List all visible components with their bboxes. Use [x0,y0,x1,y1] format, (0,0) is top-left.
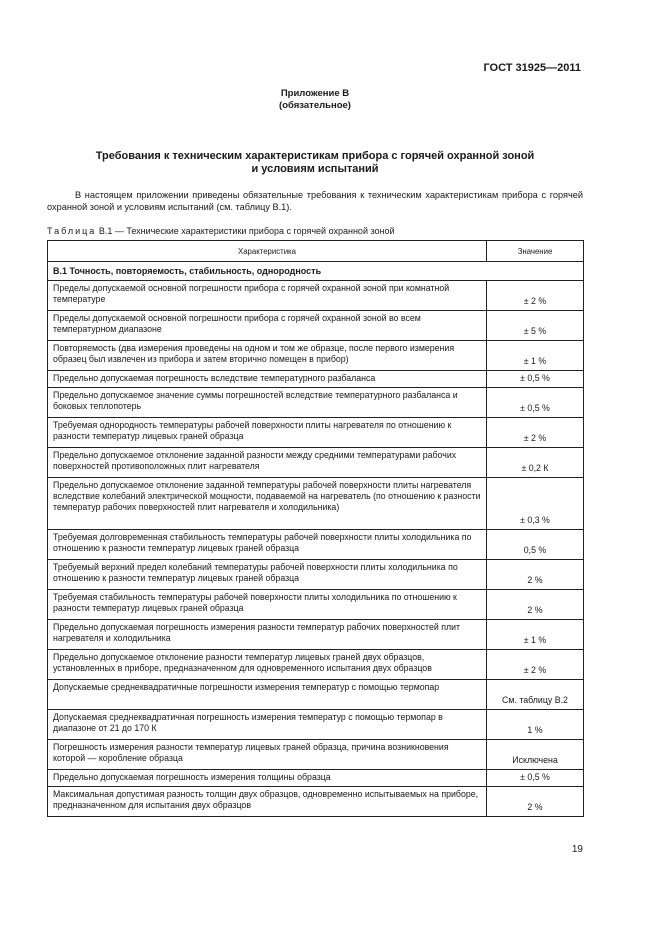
table-row [48,680,584,710]
section-heading [0,150,630,176]
page-number: 19 [571,844,583,855]
table-caption-text: В.1 — Технические характеристики прибора с горячей охранной зоной [98,226,395,236]
header-characteristic: Характеристика [48,241,487,262]
characteristic-cell: Требуемая долговременная стабильность температуры рабочей поверхности плиты холодильника по отношению к разности температур лицевых граней образца [48,530,487,560]
table-row [48,787,584,817]
intro-text: В настоящем приложении приведены обязательные требования к техническим характеристикам прибора с горячей охранной зоной и условиям испытаний (см. таблицу В.1). [47,190,583,212]
value-cell: Исключена [487,740,584,770]
value-cell: ± 0,5 % [487,388,584,418]
appendix-title [0,88,630,112]
header-value: Значение [487,241,584,262]
value-cell: ± 5 % [487,311,584,341]
characteristic-cell: Пределы допускаемой основной погрешности прибора с горячей охранной зоной при комнатной температуре [48,281,487,311]
table-row [48,341,584,371]
appendix-status: (обязательное) [279,100,351,111]
characteristic-cell: Требуемая однородность температуры рабочей поверхности плиты нагревателя по отношению к разности температур лицевых граней образца [48,418,487,448]
table-row [48,418,584,448]
value-cell: ± 1 % [487,341,584,371]
table-row [48,311,584,341]
characteristic-cell: Допускаемые среднеквадратичные погрешности измерения температур с помощью термопар [48,680,487,710]
table-row [48,710,584,740]
characteristic-cell: Допускаемая среднеквадратичная погрешность измерения температур с помощью термопар в диапазоне от 21 до 170 К [48,710,487,740]
value-cell: ± 2 % [487,650,584,680]
table-row [48,590,584,620]
intro-paragraph [47,189,583,213]
value-cell: 2 % [487,787,584,817]
value-cell: ± 0,5 % [487,371,584,388]
characteristic-cell: Максимальная допустимая разность толщин двух образцов, одновременно испытываемых на приборе, предназначенном для испытания двух образцов [48,787,487,817]
table-row [48,530,584,560]
table-row [48,371,584,388]
table-row [48,448,584,478]
value-cell: ± 0,2 К [487,448,584,478]
value-cell: ± 2 % [487,281,584,311]
characteristic-cell: Предельно допускаемое значение суммы погрешностей вследствие температурного разбаланса и боковых теплопотерь [48,388,487,418]
table-row [48,478,584,530]
characteristic-cell: Предельно допускаемое отклонение заданной температуры рабочей поверхности плиты нагревателя вследствие колебаний электрической мощности, подаваемой на нагреватель (по отношению к разности температур рабочих поверхностей плит нагревателя и холодильника) [48,478,487,530]
value-cell: 0,5 % [487,530,584,560]
value-cell: 2 % [487,560,584,590]
document-code: ГОСТ 31925—2011 [483,62,581,74]
characteristic-cell: Пределы допускаемой основной погрешности прибора с горячей охранной зоной во всем температурном диапазоне [48,311,487,341]
table-caption-label: Таблица [47,226,97,236]
table-header-row [48,241,584,262]
table-caption [47,226,395,236]
value-cell: ± 1 % [487,620,584,650]
heading-line-1: Требования к техническим характеристикам прибора с горячей охранной зоной [95,150,535,162]
table-row [48,560,584,590]
table-row [48,650,584,680]
table-section-row [48,262,584,281]
heading-line-2: и условиям испытаний [251,163,379,175]
section-title: В.1 Точность, повторяемость, стабильность, однородность [48,262,584,281]
appendix-label: Приложение В [280,88,350,99]
characteristic-cell: Повторяемость (два измерения проведены на одном и том же образце, после первого измерения образец был извлечен из прибора и затем вторично помещен в прибор) [48,341,487,371]
value-cell: 1 % [487,710,584,740]
characteristic-cell: Требуемая стабильность температуры рабочей поверхности плиты холодильника по отношению к разности температур лицевых граней образца [48,590,487,620]
value-cell: См. таблицу В.2 [487,680,584,710]
table-row [48,740,584,770]
value-cell: ± 2 % [487,418,584,448]
characteristic-cell: Предельно допускаемое отклонение разности температур лицевых граней двух образцов, установленных в приборе, предназначенном для одновременного испытания двух образцов [48,650,487,680]
value-cell: ± 0,3 % [487,478,584,530]
characteristic-cell: Предельно допускаемая погрешность измерения разности температур рабочих поверхностей плит нагревателя и холодильника [48,620,487,650]
table-row [48,281,584,311]
characteristic-cell: Требуемый верхний предел колебаний температуры рабочей поверхности плиты холодильника по отношению к разности температур лицевых граней образца [48,560,487,590]
table-row [48,770,584,787]
specs-table [47,240,584,817]
characteristic-cell: Предельно допускаемое отклонение заданной разности между средними температурами рабочих поверхностей противоположных плит нагревателя [48,448,487,478]
value-cell: ± 0,5 % [487,770,584,787]
characteristic-cell: Предельно допускаемая погрешность измерения толщины образца [48,770,487,787]
table-row [48,388,584,418]
characteristic-cell: Предельно допускаемая погрешность вследствие температурного разбаланса [48,371,487,388]
table-row [48,620,584,650]
characteristic-cell: Погрешность измерения разности температур лицевых граней образца, причина возникновения которой — коробление образца [48,740,487,770]
value-cell: 2 % [487,590,584,620]
